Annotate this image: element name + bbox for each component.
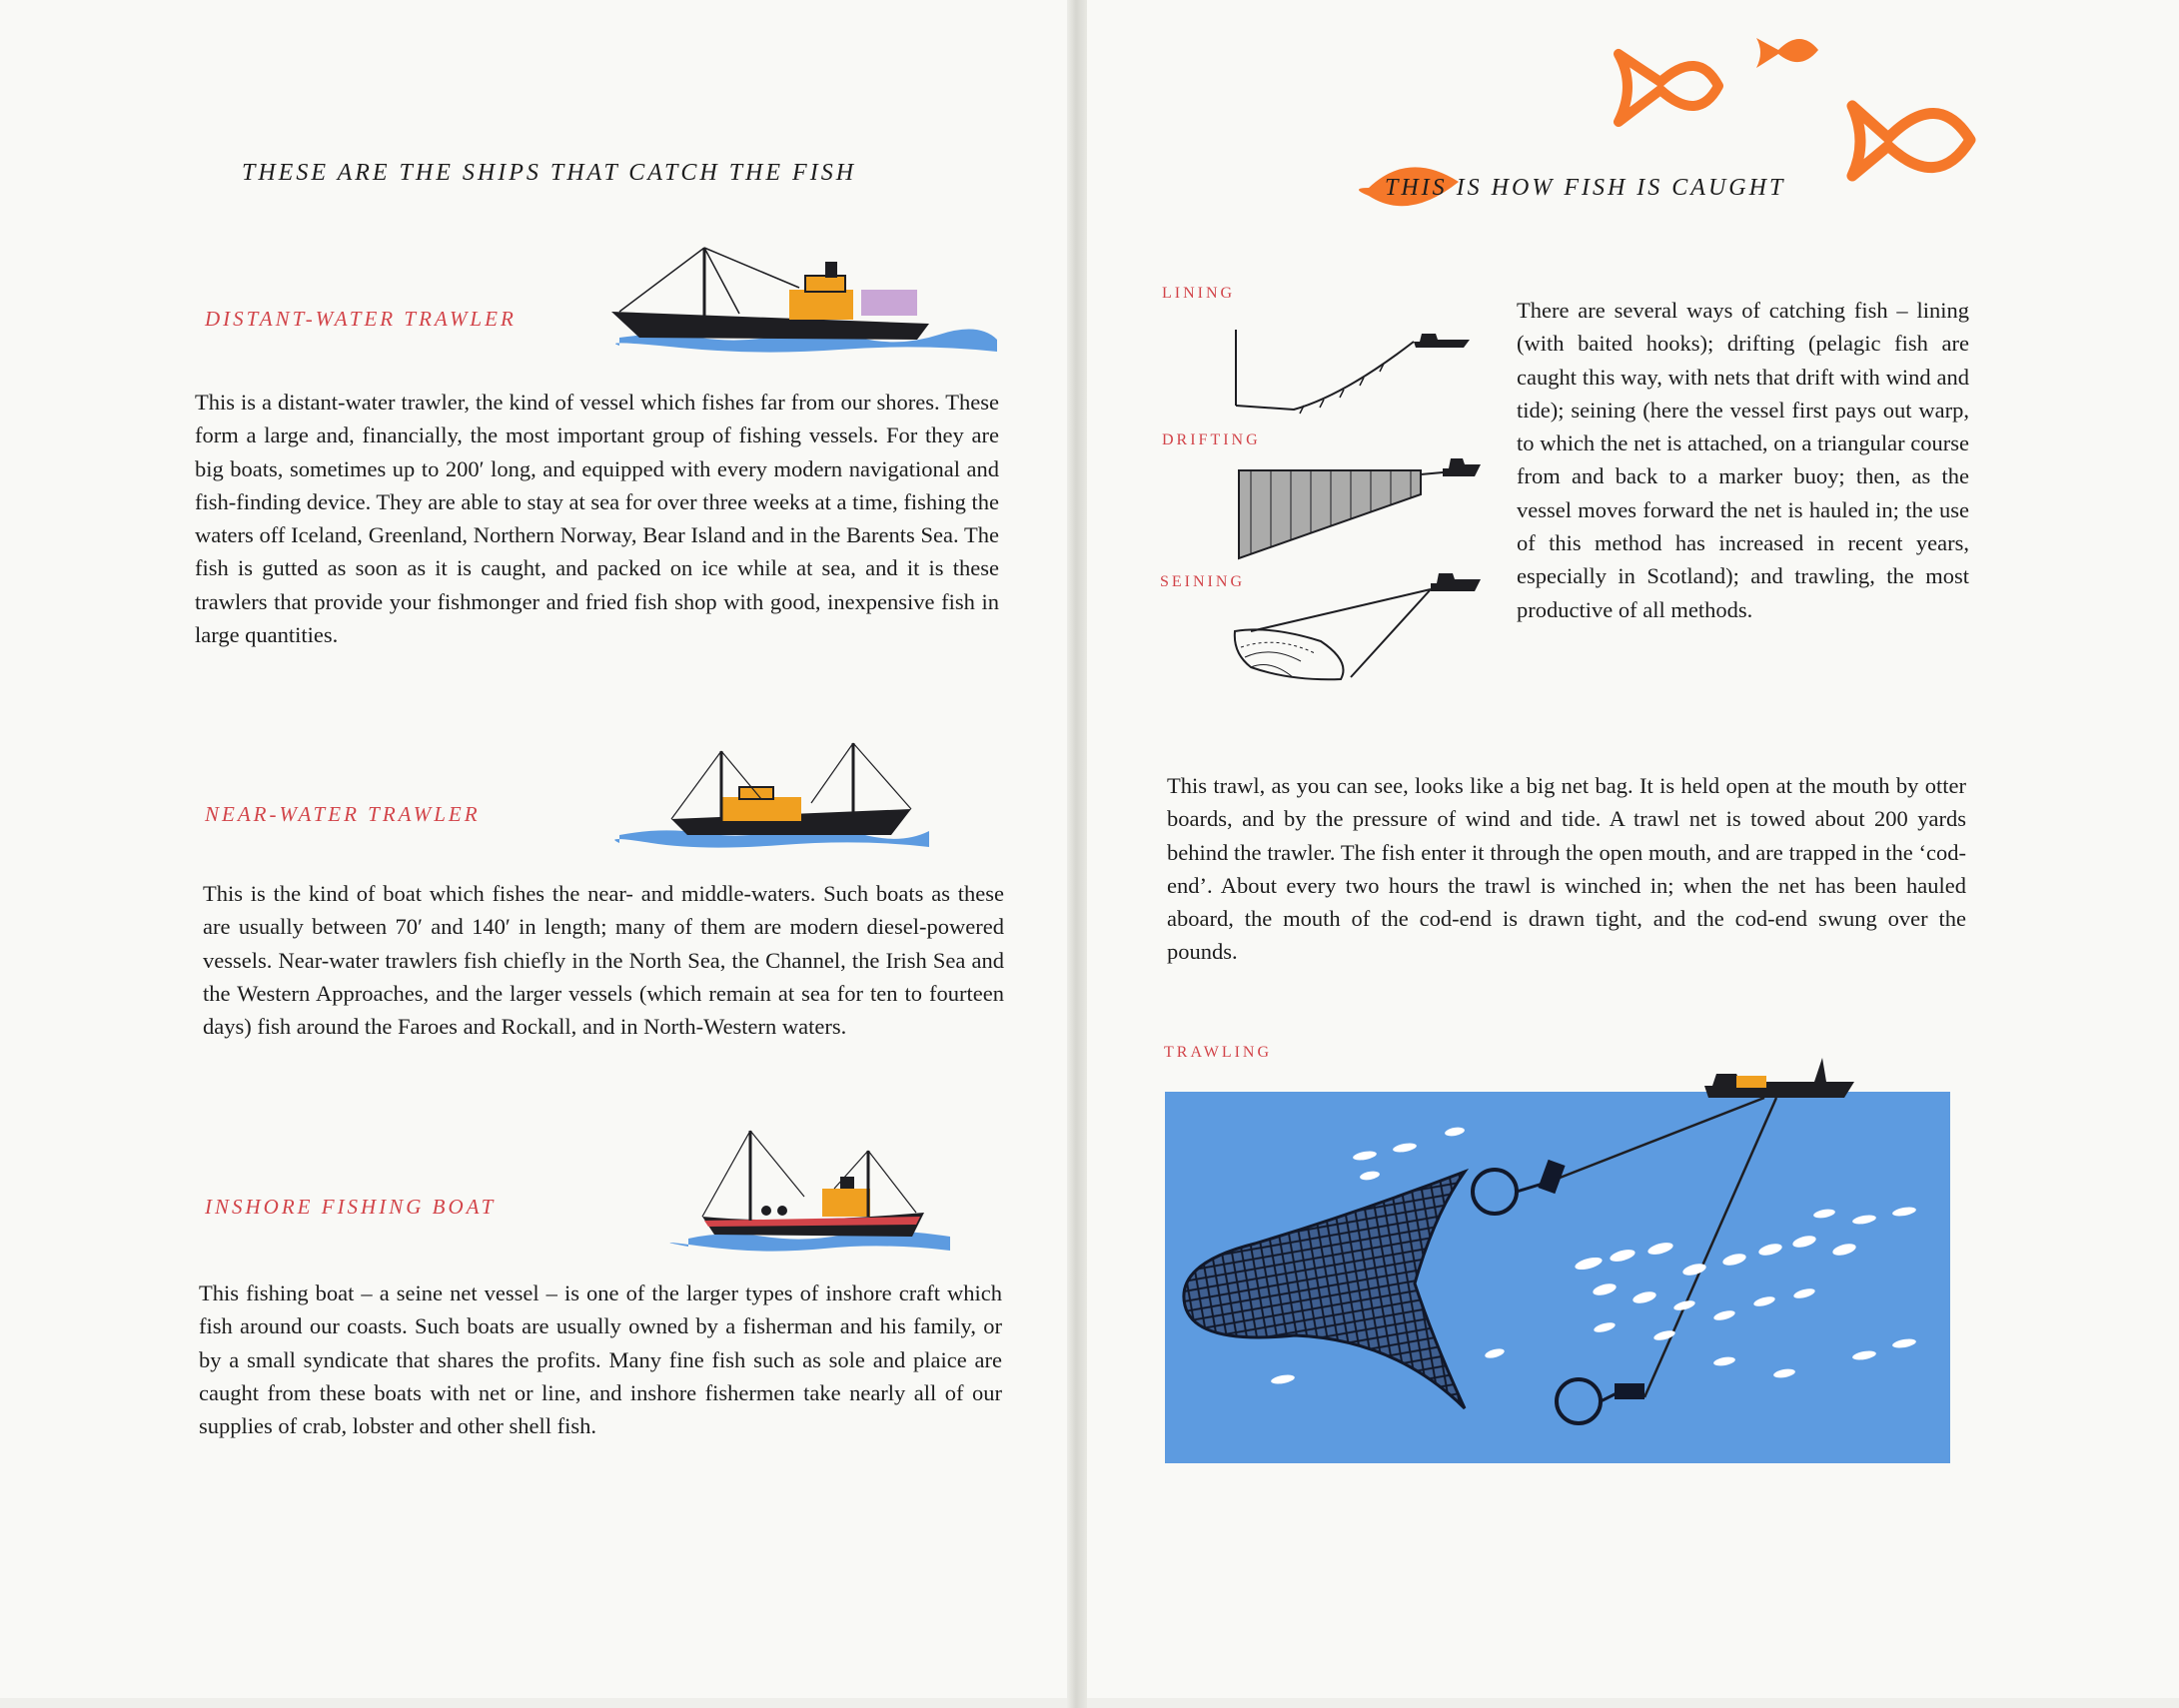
fishing-methods-text: There are several ways of catching fish – lining (with baited hooks); drifting (pelagic fish are caught this way, with nets that drift with wind and tide); seining (here the vessel first pays out warp, to which the net is attached, on a triangular course from and back to a marker buoy; then, as the vessel moves forward the net is hauled in; the use of this method has increased in recent years, especially in Scotland); and trawling, the most productive of all methods. [1517,298,1969,622]
fish-motif [1589,26,1988,196]
otter-board-lower [1615,1383,1644,1399]
fish-icon [1852,106,1970,176]
ship-deckhouse [861,290,917,316]
near-water-trawler-text: This is the kind of boat which fishes the near- and middle-waters. Such boats as these are usually between 70′ and 140′ in length; many of them are modern diesel-powered vessels. Near-water trawlers fish chiefly in the North Sea, the Channel, the Irish Sea and the Western Approaches, and the larger vessels (which remain at sea for ten to fourteen days) fish around the Faroes and Rockall, and in North-Western waters. [203,881,1004,1040]
distant-water-trawler-text: This is a distant-water trawler, the kind of vessel which fishes far from our shores. These form a large and, financially, the most important group of fishing vessels. For they are big boats, sometimes up to 200′ long, and equipped with every modern navigational and fish-finding device. They are able to stay at sea for over three weeks at a time, fishing the waters off Iceland, Greenland, Northern Norway, Bear Island and in the Barents Sea. The fish is gutted as soon as it is caught, and packed on ice while at sea, and it is these trawlers that provide your fishmonger and fried fish shop with good, inexpensive fish in large quantities. [195,390,999,648]
ship-bridge [789,290,853,320]
left-page-heading: THESE ARE THE SHIPS THAT CATCH THE FISH [242,160,857,186]
distant-water-trawler-illustration [599,240,999,355]
distant-water-trawler-title: DISTANT-WATER TRAWLER [205,307,517,331]
fish-icon [1619,54,1718,122]
inshore-fishing-boat-text: This fishing boat – a seine net vessel – is one of the larger types of inshore craft which fish around our coasts. Such boats are usually owned by a fisherman and his family, or by a small syndicate that shares the profits. Many fine fish such as sole and plaice are caught from these boats with net or line, and inshore fishermen take nearly all of our supplies of crab, lobster and other shell fish. [199,1281,1002,1439]
drifting-boat-icon [1443,458,1481,476]
trawler-icon [1704,1058,1854,1098]
lining-boat-icon [1414,334,1470,348]
near-water-trawler-title: NEAR-WATER TRAWLER [205,802,481,826]
near-water-trawler-illustration [611,739,931,854]
lining-label: LINING [1162,285,1236,302]
right-page-heading: THIS IS HOW FISH IS CAUGHT [1385,175,1786,201]
fish-icon [1756,38,1818,68]
ship-bridge [721,797,801,821]
ship-hull [611,312,929,340]
inshore-fishing-boat-illustration [684,1127,954,1257]
seining-diagram [1231,569,1481,689]
trawling-diagram [1165,1044,1954,1468]
page-gutter [1067,0,1087,1708]
drifting-label: DRIFTING [1162,431,1261,448]
seining-boat-icon [1431,573,1481,591]
trawling-label: TRAWLING [1164,1044,1273,1061]
trawl-description-text: This trawl, as you can see, looks like a big net bag. It is held open at the mouth by otter boards, and by the pressure of wind and tide. A trawl net is towed about 200 yards behind the trawler. The fish enter it through the open mouth, and are trapped in the ‘cod-end’. About every two hours the trawl is winched in; when the net has been hauled aboard, the mouth of the cod-end is drawn tight, and the cod-end swung over the pounds. [1167,773,1966,965]
lining-diagram [1224,320,1474,420]
boat-wheelhouse [822,1189,870,1217]
drifting-diagram [1231,454,1481,564]
inshore-fishing-boat-title: INSHORE FISHING BOAT [205,1195,497,1219]
seining-label: SEINING [1160,573,1245,590]
